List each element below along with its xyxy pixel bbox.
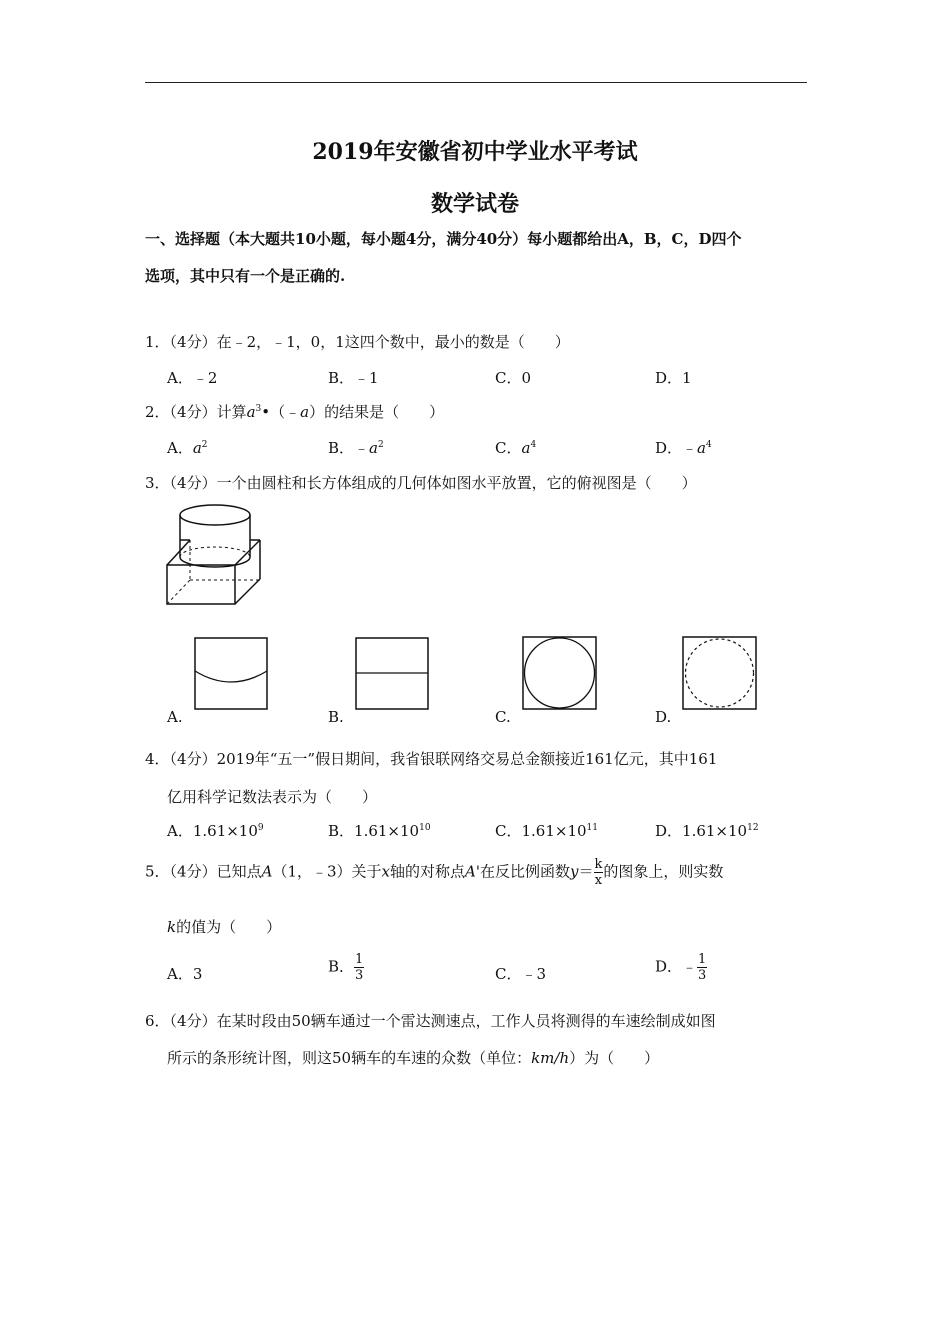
- q5-option-d: D．﹣ $\frac{1}{3}$: [655, 952, 707, 983]
- section-instruction-line2: 选项，其中只有一个是正确的.: [145, 267, 346, 285]
- option-b-figure: [355, 637, 431, 711]
- option-c-figure: [522, 636, 598, 712]
- question-3: 3．（4分）一个由圆柱和长方体组成的几何体如图水平放置，它的俯视图是（ ）: [145, 474, 697, 492]
- q3-label-b: B.: [328, 708, 344, 726]
- question-6-line2: 所示的条形统计图，则这50辆车的车速的众数（单位：km/h）为（ ）: [167, 1049, 660, 1067]
- q5-option-b: B． $\frac{1}{3}$: [328, 952, 364, 983]
- page-title: 2019年安徽省初中学业水平考试: [312, 139, 638, 165]
- question-4-line1: 4．（4分）2019年“五一”假日期间，我省银联网络交易总金额接近161亿元，其中161: [145, 750, 718, 768]
- solid-figure: [160, 500, 270, 610]
- q1-option-b: B．﹣1: [328, 369, 379, 387]
- q2-option-d: D．$﹣a^4$: [655, 439, 712, 457]
- option-d-figure: [682, 636, 758, 712]
- q4-option-b: B．$1.61\times 10^{10}$: [328, 822, 431, 840]
- question-4-line2: 亿用科学记数法表示为（ ）: [167, 788, 378, 806]
- question-1: 1．（4分）在﹣2，﹣1，0，1这四个数中，最小的数是（ ）: [145, 333, 570, 351]
- q1-option-c: C．0: [495, 369, 532, 387]
- section-instruction-line1: 一、选择题（本大题共10小题，每小题4分，满分40分）每小题都给出A，B，C，D四个: [145, 230, 742, 248]
- option-a-figure: [194, 637, 270, 711]
- q4-option-c: C．$1.61\times 10^{11}$: [495, 822, 598, 840]
- q4-option-d: D．$1.61\times 10^{12}$: [655, 822, 759, 840]
- q2-option-a: A．$a^2$: [167, 439, 208, 457]
- q5-option-c: C．﹣3: [495, 965, 547, 983]
- q3-label-a: A.: [167, 708, 183, 726]
- question-5-line1: 5．（4分）已知点A（1，﹣3）关于x轴的对称点A'在反比例函数y＝ $\frac{k}{x}$ 的图象上，则实数: [145, 857, 724, 888]
- q1-option-a: A．﹣2: [167, 369, 218, 387]
- k-over-x-fraction: $\frac{k}{x}$: [594, 857, 603, 888]
- question-5-line2: k的值为（ ）: [167, 918, 282, 936]
- q2-option-c: C．$a^4$: [495, 439, 537, 457]
- page-subtitle: 数学试卷: [430, 191, 519, 217]
- q3-label-d: D.: [655, 708, 672, 726]
- q4-option-a: A．$1.61\times 10^9$: [167, 822, 264, 840]
- q3-label-c: C.: [495, 708, 511, 726]
- question-2: 2．（4分）计算$a^3•(﹣a)$的结果是（ ）: [145, 403, 445, 421]
- top-rule: [145, 82, 807, 83]
- q5-option-a: A．3: [167, 965, 203, 983]
- q1-option-d: D．1: [655, 369, 692, 387]
- q2-option-b: B．$﹣a^2$: [328, 439, 384, 457]
- question-6-line1: 6．（4分）在某时段由50辆车通过一个雷达测速点，工作人员将测得的车速绘制成如图: [145, 1012, 716, 1030]
